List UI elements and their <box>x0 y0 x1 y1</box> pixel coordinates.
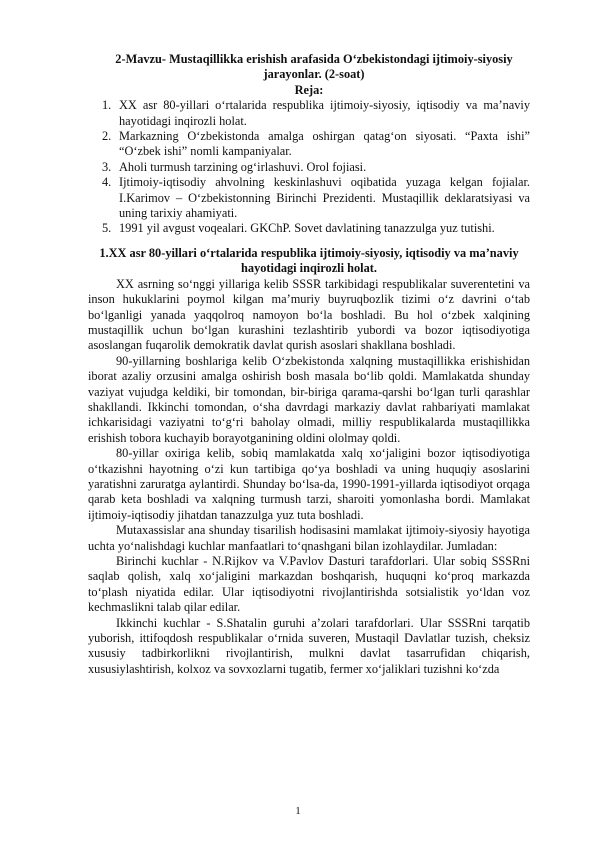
plan-item-text: XX asr 80-yillari o‘rtalarida respublika ijtimoiy-siyosiy, iqtisodiy va ma’naviy hayotidagi inqirozli holat. <box>119 98 530 128</box>
plan-heading: Reja: <box>294 82 324 97</box>
plan-item-text: Aholi turmush tarzining og‘irlashuvi. Orol fojiasi. <box>119 159 367 174</box>
section-heading: 1.XX asr 80-yillari o‘rtalarida respublika ijtimoiy-siyosiy, iqtisodiy va ma’naviy hayotidagi inqirozli holat. <box>99 245 519 276</box>
plan-item <box>88 129 530 160</box>
plan-item-number: 1. <box>102 98 112 113</box>
plan-item <box>88 160 530 175</box>
page-number: 1 <box>295 805 301 817</box>
plan-item-number: 2. <box>102 129 112 144</box>
plan-item-number: 3. <box>102 159 112 174</box>
plan-item <box>88 221 530 236</box>
body-paragraph: Ikkinchi kuchlar - S.Shatalin guruhi a’zolari tarafdorlari. Ular SSSRni tarqatib yuborish, ittifoqdosh respublikalar o‘rnida suveren, Mustaqil Davlatlar tuzish, cheksiz xususiy tadbirkorlikni rivojlantirish, mulkni davlat tasarrufidan chiqarish, xususiylashtirish, kolxoz va sovxozlarni tugatib, fermer xo‘jaliklari tuzishni ko‘zda <box>88 615 530 676</box>
document-page <box>88 52 530 677</box>
plan-item <box>88 98 530 129</box>
plan-item <box>88 175 530 221</box>
body-paragraph: 80-yillar oxiriga kelib, sobiq mamlakatda xalq xo‘jaligini bozor iqtisodiyotiga o‘tkazishni hayotning o‘zi kun tartibiga qo‘ya boshladi va uning huquqiy asoslarini yaratishni zaruratga aylantirdi. Shunday bo‘lsa-da, 1990-1991-yillarda iqtisodiyot orqaga qarab keta boshladi va xalqning turmush tarzi, sharoiti yomonlasha bordi. Mamlakat ijtimoiy-iqtisodiy jihatdan tanazzulga yuz tuta boshladi. <box>88 446 530 522</box>
plan-item-number: 4. <box>102 175 112 190</box>
body-paragraph: 90-yillarning boshlariga kelib O‘zbekistonda xalqning mustaqillikka erishishidan iborat azaliy orzusini amalga oshirish bosh masala bo‘lib qoldi. Mamlakatda shunday vaziyat vujudga keldiki, bir tomondan, bir-biriga qarama-qarshi bo‘lgan turli qarashlar shakllandi. Ikkinchi tomondan, o‘sha davrdagi markaziy davlat rahbariyati mamlakat ichkarisidagi vaziyatni to‘g‘ri baholay olmadi, milliy respublikalarda mustaqillikka erishish tobora kuchayib borayotganining oldini ololmay qoldi. <box>88 353 530 445</box>
body-paragraph: Mutaxassislar ana shunday tisarilish hodisasini mamlakat ijtimoiy-siyosiy hayotiga uchta yo‘nalishdagi kuchlar manfaatlari to‘qnashgani bilan izohlaydilar. Jumladan: <box>88 523 530 553</box>
body-paragraph: Birinchi kuchlar - N.Rijkov va V.Pavlov Dasturi tarafdorlari. Ular sobiq SSSRni saqlab qolish, xalq xo‘jaligini markazdan boshqarish, huquqni ko‘proq markazda to‘plash niyatida edilar. Ular iqtisodiyotni rivojlantirishda sotsialistik yo‘ldan voz kechmaslikni talab qilar edilar. <box>88 554 530 615</box>
document-title: 2-Mavzu- Mustaqillikka erishish arafasida O‘zbekistondagi ijtimoiy-siyosiy jarayonlar. (2-soat) <box>115 52 513 82</box>
plan-item-text: 1991 yil avgust voqealari. GKChP. Sovet davlatining tanazzulga yuz tutishi. <box>119 221 495 236</box>
plan-item-number: 5. <box>102 221 112 236</box>
plan-item-text: Markazning O‘zbekistonda amalga oshirgan qatag‘on siyosati. “Paxta ishi” “O‘zbek ishi” nomli kampaniyalar. <box>119 129 530 159</box>
plan-list <box>88 98 530 237</box>
body-paragraph: XX asrning so‘nggi yillariga kelib SSSR tarkibidagi respublikalar suverentetini va inson hukuklarini poymol kilgan ma’muriy buyruqbozlik tizimi o‘z davrini o‘tab bo‘lganligi yanada yaqqolroq namoyon bo‘la boshladi. Bu hol o‘zbek xalqining mustaqillik uchun bo‘lgan kurashini tezlashtirib yubordi va bozor iqtisodiyotiga asoslangan fuqarolik demokratik davlat qurish asoslari shakllana boshladi. <box>88 276 530 353</box>
plan-item-text: Ijtimoiy-iqtisodiy ahvolning keskinlashuvi oqibatida yuzaga kelgan fojialar. I.Karimov – O‘zbekistonning Birinchi Prezidenti. Mustaqillik deklaratsiyasi va uning tarixiy ahamiyati. <box>119 175 530 221</box>
